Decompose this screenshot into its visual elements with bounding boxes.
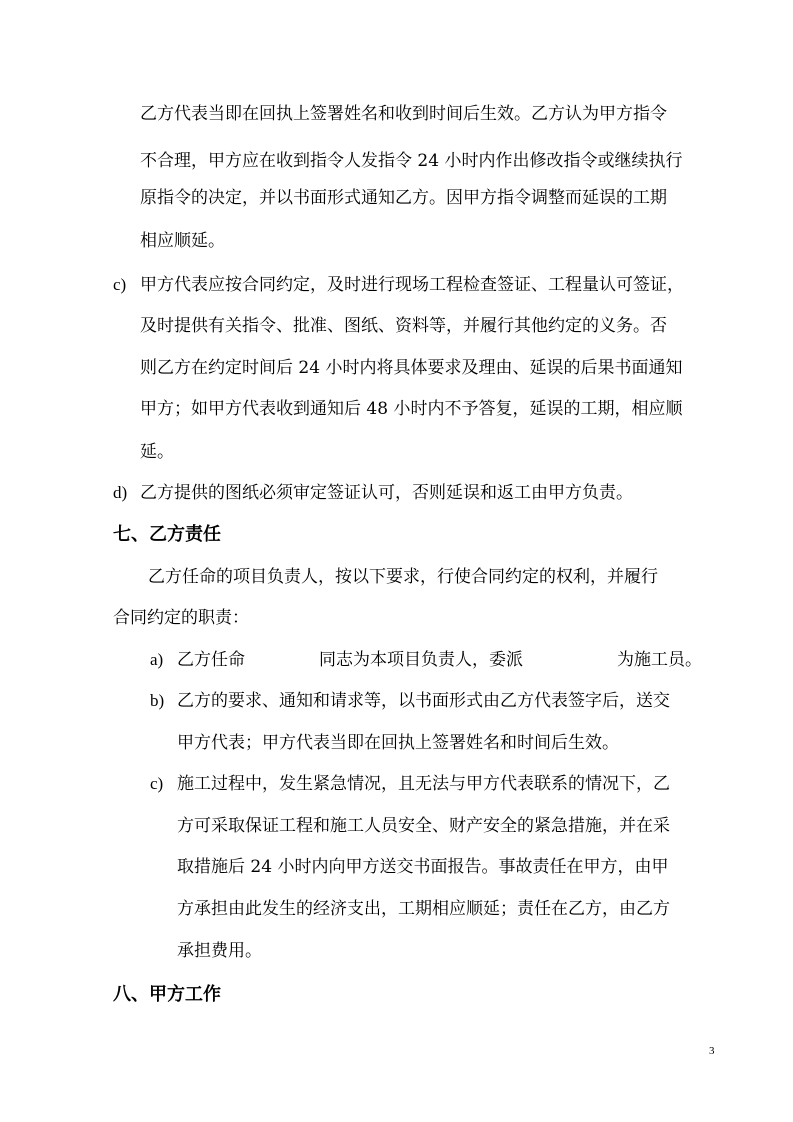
paragraph-line: 施工过程中，发生紧急情况，且无法与甲方代表联系的情况下，乙: [177, 774, 670, 794]
paragraph-line: 乙方代表当即在回执上签署姓名和收到时间后生效。乙方认为甲方指令: [140, 104, 667, 124]
form-text: 乙方任命: [177, 650, 245, 670]
paragraph-line: 合同约定的职责：: [113, 608, 249, 628]
paragraph-line: 甲方代表；甲方代表当即在回执上签署姓名和时间后生效。: [177, 733, 619, 753]
list-label-c: c): [113, 275, 127, 294]
list-label-d: d): [113, 483, 128, 502]
paragraph-line: 方承担由此发生的经济支出，工期相应顺延；责任在乙方，由乙方: [177, 899, 670, 919]
list-label-c: c): [150, 774, 164, 793]
paragraph-line: 甲方代表应按合同约定，及时进行现场工程检查签证、工程量认可签证，: [140, 275, 684, 295]
list-label-a: a): [150, 650, 164, 669]
paragraph-line: 延。: [140, 442, 174, 462]
section-heading: 八、甲方工作: [113, 984, 221, 1005]
paragraph-line: 承担费用。: [177, 941, 262, 961]
paragraph-line: 乙方提供的图纸必须审定签证认可，否则延误和返工由甲方负责。: [140, 483, 633, 503]
paragraph-line: 原指令的决定，并以书面形式通知乙方。因甲方指令调整而延误的工期: [140, 188, 667, 208]
paragraph-line: 甲方；如甲方代表收到通知后 48 小时内不予答复，延误的工期，相应顺: [140, 399, 683, 419]
paragraph-line: 相应顺延。: [140, 231, 225, 251]
paragraph-line: 则乙方在约定时间后 24 小时内将具体要求及理由、延误的后果书面通知: [140, 358, 683, 378]
paragraph-line: 乙方任命的项目负责人，按以下要求，行使合同约定的权利，并履行: [148, 567, 658, 587]
form-text: 为施工员。: [617, 650, 702, 670]
list-label-b: b): [150, 691, 165, 710]
paragraph-line: 不合理，甲方应在收到指令人发指令 24 小时内作出修改指令或继续执行: [140, 151, 683, 171]
page-number: 3: [709, 1045, 715, 1057]
section-heading: 七、乙方责任: [113, 524, 221, 545]
paragraph-line: 及时提供有关指令、批准、图纸、资料等，并履行其他约定的义务。否: [140, 316, 667, 336]
paragraph-line: 取措施后 24 小时内向甲方送交书面报告。事故责任在甲方，由甲: [177, 857, 669, 877]
form-text: 同志为本项目负责人，委派: [319, 650, 523, 670]
paragraph-line: 方可采取保证工程和施工人员安全、财产安全的紧急措施，并在采: [177, 816, 670, 836]
paragraph-line: 乙方的要求、通知和请求等，以书面形式由乙方代表签字后，送交: [177, 691, 670, 711]
